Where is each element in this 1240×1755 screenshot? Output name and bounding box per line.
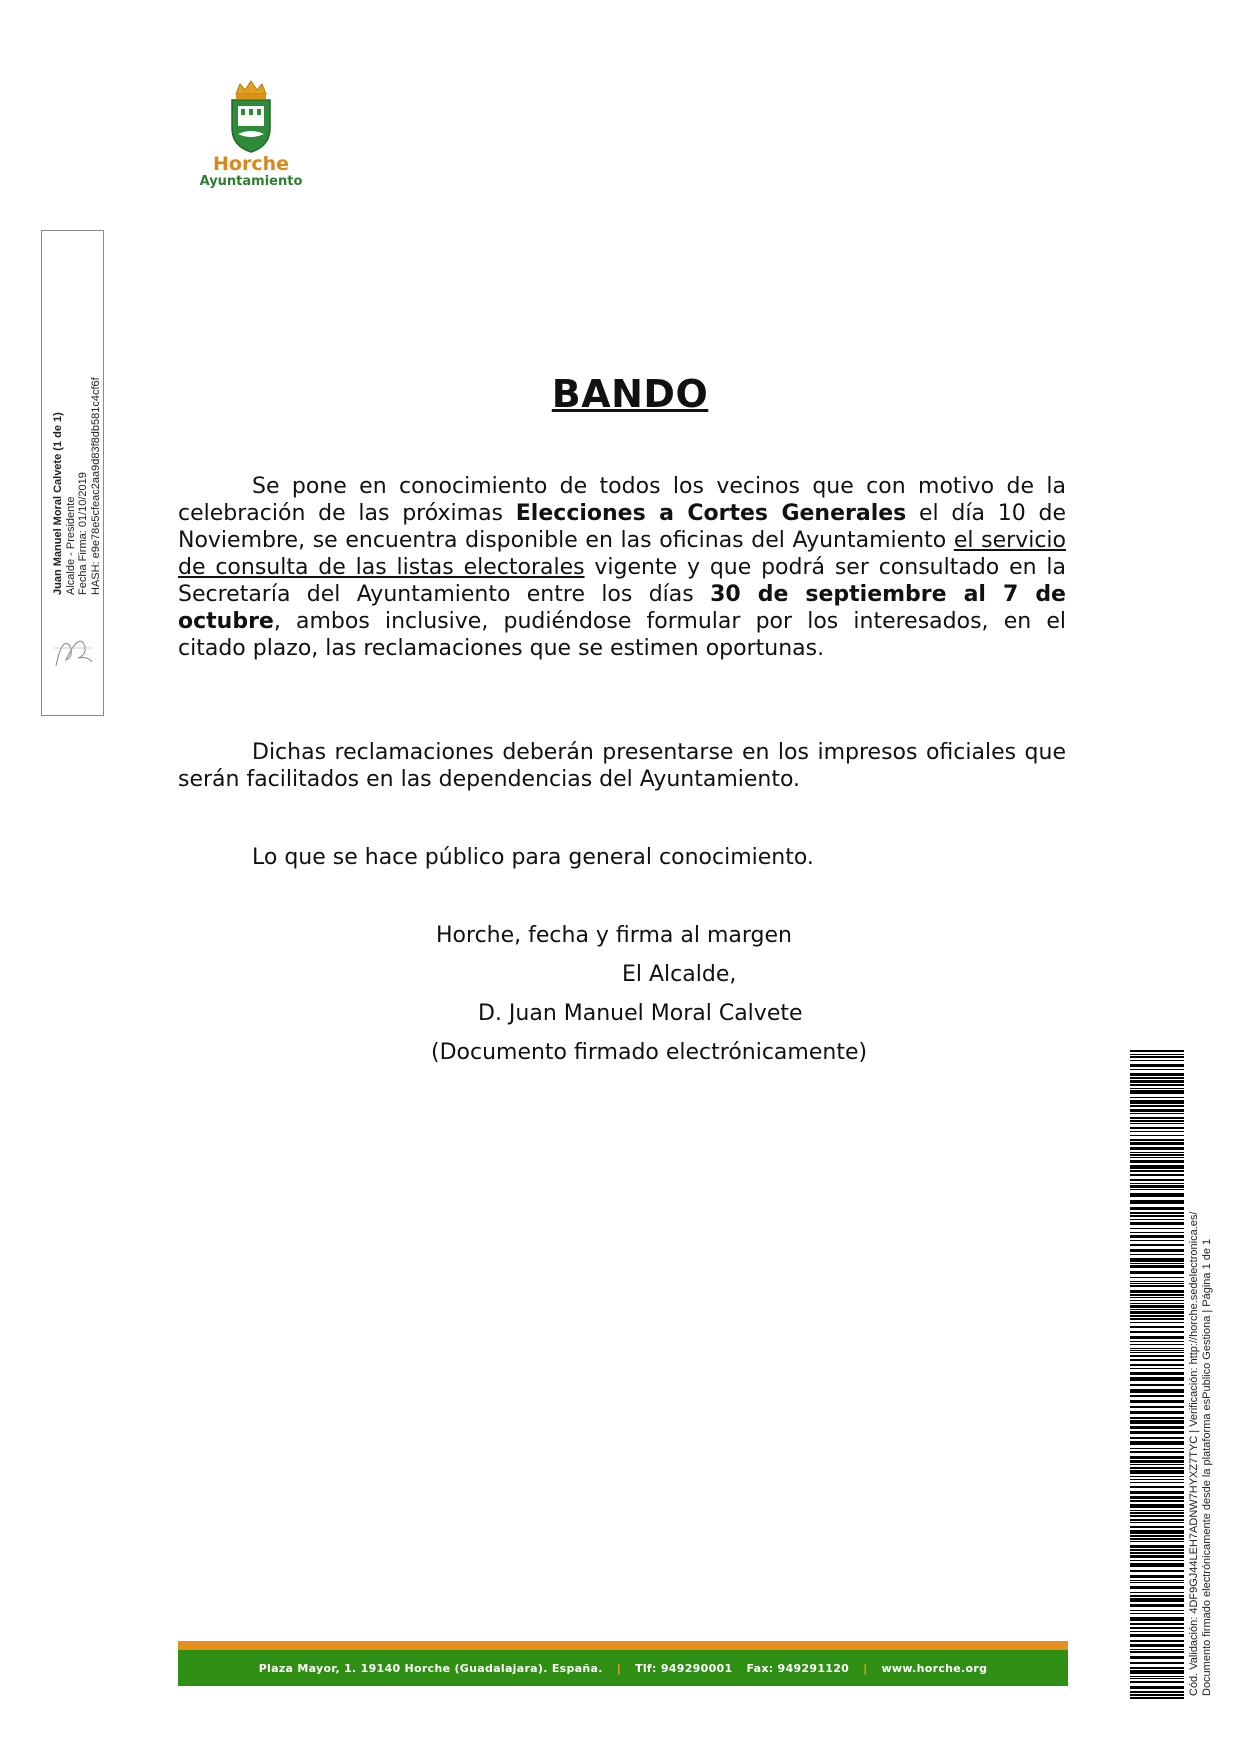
barcode-bar <box>1130 1678 1184 1679</box>
barcode-bar <box>1130 1109 1184 1112</box>
barcode-bar <box>1130 1582 1184 1583</box>
barcode-bar <box>1130 1265 1184 1268</box>
barcode-bar <box>1130 1372 1184 1375</box>
closing-signer: D. Juan Manuel Moral Calvete <box>478 1001 803 1026</box>
barcode-bar <box>1130 1297 1184 1298</box>
barcode-bar <box>1130 1470 1184 1474</box>
signature-date: Fecha Firma: 01/10/2019 <box>77 472 89 595</box>
footer-web: www.horche.org <box>881 1661 988 1675</box>
barcode-bar <box>1130 1084 1184 1086</box>
barcode-bar <box>1130 1154 1184 1156</box>
barcode-bar <box>1130 1318 1184 1320</box>
footer-separator: | <box>616 1661 622 1675</box>
barcode-bar <box>1130 1479 1184 1480</box>
barcode-bar <box>1130 1305 1184 1308</box>
barcode-bar <box>1130 1105 1184 1107</box>
barcode-bar <box>1130 1681 1184 1683</box>
closing-role: El Alcalde, <box>622 962 737 987</box>
barcode-bar <box>1130 1610 1184 1611</box>
barcode-bar <box>1130 1254 1184 1255</box>
barcode-bar <box>1130 1100 1184 1104</box>
barcode-bar <box>1130 1476 1184 1477</box>
barcode-bar <box>1130 1219 1184 1220</box>
footer-fax: Fax: 949291120 <box>746 1661 850 1675</box>
barcode-bar <box>1130 1549 1184 1551</box>
p1-bold-dates: 30 de septiembre al 7 de octubre <box>178 582 1066 634</box>
barcode-bar <box>1130 1522 1184 1523</box>
barcode-bar <box>1130 1526 1184 1528</box>
barcode-bar <box>1130 1309 1184 1310</box>
barcode-bar <box>1130 1300 1184 1301</box>
barcode-bar <box>1130 1127 1184 1129</box>
barcode-bar <box>1130 1294 1184 1296</box>
barcode-bar <box>1130 1326 1184 1328</box>
closing-place-date: Horche, fecha y firma al margen <box>436 923 792 948</box>
barcode-bar <box>1130 1535 1184 1537</box>
barcode-bar <box>1130 1613 1184 1614</box>
p1-text-2: el día 10 de Noviembre, se encuentra disponible en las oficinas del Ayuntamiento <box>178 501 1066 553</box>
barcode-bar <box>1130 1331 1184 1333</box>
barcode-bar <box>1130 1200 1184 1204</box>
barcode-bar <box>1130 1215 1184 1217</box>
barcode-bar <box>1130 1395 1184 1397</box>
municipal-logo <box>196 78 306 190</box>
barcode-bar <box>1130 1631 1184 1632</box>
barcode-bar <box>1130 1336 1184 1339</box>
p1-underline-service: el servicio de consulta de las listas electorales <box>178 528 1066 580</box>
barcode-bar <box>1130 1364 1184 1366</box>
paragraph-3: Lo que se hace público para general conocimiento. <box>252 845 814 870</box>
barcode-bar <box>1130 1152 1184 1153</box>
barcode-bar <box>1130 1649 1184 1650</box>
barcode-bar <box>1130 1073 1184 1076</box>
barcode-bar <box>1130 1437 1184 1439</box>
barcode-bar <box>1130 1157 1184 1158</box>
barcode-bar <box>1130 1545 1184 1548</box>
validation-platform: Documento firmado electrónicamente desde la plataforma esPublico Gestiona | Página 1 de 1 <box>1200 1238 1213 1696</box>
barcode-bar <box>1130 1662 1184 1664</box>
barcode-bar <box>1130 1486 1184 1488</box>
footer-contact <box>178 1650 1068 1686</box>
barcode-bar <box>1130 1056 1184 1058</box>
barcode-bar <box>1130 1235 1184 1238</box>
validation-code: Cód. Validación: 4DF9GJ44LEH7ADNW7HYXZ7TYC | Verificación: http://horche.sedelectronica.es/ <box>1188 1211 1200 1696</box>
barcode-bar <box>1130 1271 1184 1274</box>
barcode-bar <box>1130 1281 1184 1282</box>
barcode-bar <box>1130 1139 1184 1141</box>
barcode-bar <box>1130 1290 1184 1293</box>
validation-barcode <box>1130 1050 1184 1700</box>
barcode-bar <box>1130 1592 1184 1593</box>
logo-subtitle: Ayuntamiento <box>199 174 303 189</box>
closing-note: (Documento firmado electrónicamente) <box>431 1040 868 1065</box>
barcode-bar <box>1130 1322 1184 1323</box>
barcode-bar <box>1130 1165 1184 1169</box>
barcode-bar <box>1130 1160 1184 1163</box>
barcode-bar <box>1130 1131 1184 1132</box>
barcode-bar <box>1130 1090 1184 1094</box>
barcode-bar <box>1130 1586 1184 1589</box>
barcode-bar <box>1130 1088 1184 1089</box>
barcode-bar <box>1130 1303 1184 1304</box>
barcode-bar <box>1130 1064 1184 1067</box>
barcode-bar <box>1130 1604 1184 1607</box>
barcode-bar <box>1130 1552 1184 1554</box>
validation-text <box>1188 996 1213 1696</box>
barcode-bar <box>1130 1482 1184 1483</box>
barcode-bar <box>1130 1541 1184 1542</box>
logo-name: Horche <box>213 153 289 175</box>
footer-phone: Tlf: 949290001 <box>635 1661 733 1675</box>
barcode-bar <box>1130 1080 1184 1083</box>
footer-bar <box>178 1641 1068 1686</box>
barcode-bar <box>1130 1634 1184 1637</box>
document-title: BANDO <box>551 372 709 416</box>
barcode-bar <box>1130 1249 1184 1252</box>
barcode-bar <box>1130 1368 1184 1369</box>
barcode-bar <box>1130 1431 1184 1434</box>
barcode-bar <box>1130 1341 1184 1342</box>
barcode-bar <box>1130 1500 1184 1502</box>
p1-text-4: , ambos inclusive, pudiéndose formular por los interesados, en el citado plazo, las reclamaciones que se estimen oportunas. <box>178 609 1066 661</box>
barcode-bar <box>1130 1570 1184 1572</box>
barcode-bar <box>1130 1069 1184 1070</box>
footer-address: Plaza Mayor, 1. 19140 Horche (Guadalajara). España. <box>258 1661 603 1675</box>
barcode-bar <box>1130 1560 1184 1561</box>
barcode-bar <box>1130 1123 1184 1124</box>
barcode-bar <box>1130 1142 1184 1145</box>
barcode-bar <box>1130 1113 1184 1114</box>
barcode-bar <box>1130 1117 1184 1119</box>
barcode-bar <box>1130 1580 1184 1581</box>
barcode-bar <box>1130 1147 1184 1150</box>
barcode-bar <box>1130 1400 1184 1403</box>
barcode-bar <box>1130 1189 1184 1190</box>
barcode-bar <box>1130 1179 1184 1181</box>
barcode-bar <box>1130 1667 1184 1669</box>
barcode-bar <box>1130 1350 1184 1351</box>
barcode-bar <box>1130 1311 1184 1314</box>
barcode-bar <box>1130 1519 1184 1521</box>
barcode-bar <box>1130 1504 1184 1508</box>
barcode-bar <box>1130 1411 1184 1414</box>
barcode-bar <box>1130 1644 1184 1647</box>
barcode-bar <box>1130 1097 1184 1098</box>
signer-name: Juan Manuel Moral Calvete (1 de 1) <box>52 412 64 595</box>
barcode-bar <box>1130 1060 1184 1061</box>
signature-hash: HASH: e9e78e5cfeac2aa9d83f8db581c4cf6f <box>89 377 102 595</box>
barcode-bar <box>1130 1563 1184 1567</box>
barcode-bar <box>1130 1406 1184 1408</box>
barcode-bar <box>1130 1512 1184 1514</box>
p1-bold-elections: Elecciones a Cortes Generales <box>515 501 907 526</box>
barcode-bar <box>1130 1135 1184 1136</box>
footer-separator: | <box>863 1661 868 1675</box>
barcode-bar <box>1130 1120 1184 1122</box>
barcode-bar <box>1130 1050 1184 1052</box>
barcode-bar <box>1130 1464 1184 1465</box>
barcode-bar <box>1130 1451 1184 1453</box>
barcode-bar <box>1130 1417 1184 1419</box>
barcode-bar <box>1130 1530 1184 1534</box>
paragraph-1 <box>178 473 1066 662</box>
barcode-bar <box>1130 1232 1184 1233</box>
barcode-bar <box>1130 1359 1184 1361</box>
barcode-bar <box>1130 1348 1184 1349</box>
barcode-bar <box>1130 1170 1184 1172</box>
barcode-bar <box>1130 1676 1184 1677</box>
barcode-bar <box>1130 1694 1184 1696</box>
signature-scribble-icon <box>48 626 98 672</box>
barcode-bar <box>1130 1426 1184 1429</box>
barcode-bar <box>1130 1263 1184 1264</box>
footer-orange-stripe <box>178 1641 1068 1650</box>
barcode-bar <box>1130 1627 1184 1629</box>
barcode-bar <box>1130 1697 1184 1699</box>
barcode-bar <box>1130 1538 1184 1540</box>
barcode-bar <box>1130 1174 1184 1176</box>
barcode-bar <box>1130 1691 1184 1693</box>
p1-text-1: Se pone en conocimiento de todos los vecinos que con motivo de la celebración de las próximas <box>178 474 1066 526</box>
barcode-bar <box>1130 1448 1184 1449</box>
barcode-bar <box>1130 1420 1184 1424</box>
barcode-bar <box>1130 1077 1184 1079</box>
barcode-bar <box>1130 1054 1184 1055</box>
p1-text-3: vigente y que podrá ser consultado en la Secretaría del Ayuntamiento entre los días <box>178 555 1066 607</box>
barcode-bar <box>1130 1670 1184 1674</box>
signer-role: Alcalde - Presidente <box>64 496 77 595</box>
barcode-bar <box>1130 1277 1184 1278</box>
barcode-bar <box>1130 1456 1184 1459</box>
barcode-bar <box>1130 1441 1184 1445</box>
barcode-bar <box>1130 1623 1184 1625</box>
barcode-bar <box>1130 1283 1184 1284</box>
barcode-bar <box>1130 1222 1184 1225</box>
barcode-bar <box>1130 1510 1184 1511</box>
barcode-bar <box>1130 1595 1184 1597</box>
barcode-bar <box>1130 1258 1184 1262</box>
barcode-bar <box>1130 1491 1184 1494</box>
barcode-bar <box>1130 1467 1184 1469</box>
barcode-bar <box>1130 1228 1184 1229</box>
barcode-bar <box>1130 1212 1184 1214</box>
barcode-bar <box>1130 1598 1184 1602</box>
barcode-bar <box>1130 1207 1184 1210</box>
barcode-bar <box>1130 1285 1184 1287</box>
barcode-bar <box>1130 1656 1184 1659</box>
barcode-bar <box>1130 1185 1184 1188</box>
barcode-bar <box>1130 1384 1184 1386</box>
barcode-bar <box>1130 1355 1184 1357</box>
barcode-bar <box>1130 1315 1184 1317</box>
barcode-bar <box>1130 1460 1184 1463</box>
barcode-bar <box>1130 1344 1184 1345</box>
coat-of-arms-icon <box>228 78 274 154</box>
paragraph-2: Dichas reclamaciones deberán presentarse en los impresos oficiales que serán facilitados en las dependencias del Ayuntamiento. <box>178 740 1066 792</box>
barcode-bar <box>1130 1183 1184 1184</box>
barcode-bar <box>1130 1240 1184 1241</box>
barcode-bar <box>1130 1389 1184 1393</box>
barcode-bar <box>1130 1686 1184 1689</box>
barcode-bar <box>1130 1555 1184 1558</box>
barcode-bar <box>1130 1651 1184 1653</box>
barcode-bar <box>1130 1575 1184 1578</box>
barcode-bar <box>1130 1640 1184 1642</box>
barcode-bar <box>1130 1352 1184 1353</box>
barcode-bar <box>1130 1617 1184 1621</box>
barcode-bar <box>1130 1515 1184 1517</box>
barcode-bar <box>1130 1496 1184 1499</box>
barcode-bar <box>1130 1193 1184 1197</box>
barcode-bar <box>1130 1377 1184 1381</box>
barcode-bar <box>1130 1244 1184 1246</box>
